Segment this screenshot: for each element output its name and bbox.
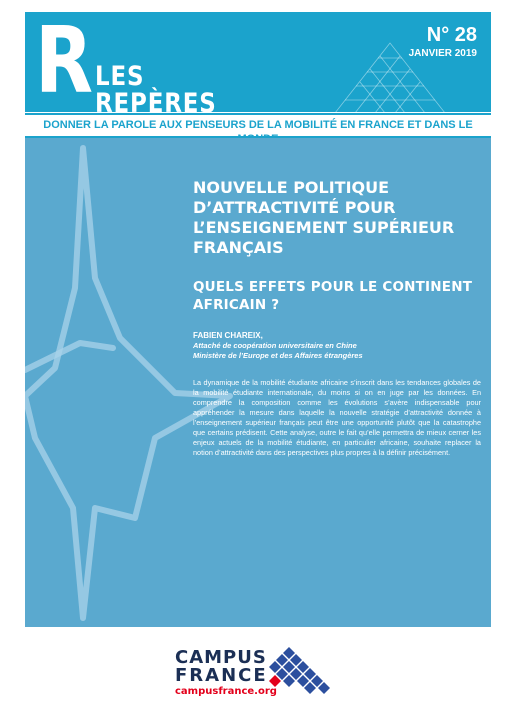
series-logo-line2: REPÈRES — [95, 88, 217, 112]
author-role-1: Attaché de coopération universitaire en Chine — [193, 341, 357, 350]
series-logo-line1: LES — [95, 61, 145, 92]
logo-url: campusfrance.org — [175, 686, 277, 697]
tagline: DONNER LA PAROLE AUX PENSEURS DE LA MOBILITÉ EN FRANCE ET DANS LE — [43, 119, 473, 131]
logo-text-line1: CAMPUS — [175, 647, 267, 668]
issue-date: JANVIER 2019 — [408, 48, 477, 59]
abstract-paragraph: La dynamique de la mobilité étudiante africaine s’inscrit dans les tendances globales de la mobilité étudiante internationale, du moins si on en juge par les données. En comprendre la composition comme les évolutions s’avère indispensable pour appréhender la mesure dans laquelle la nouvelle stratégie d’attractivité donnée à l’enseignement supérieur français peut être une opportunité plutôt que la catastrophe que certains prédisent. Cette analyse, outre le fait qu’elle permettra de mieux cerner les enjeux actuels de la mobilité étudiante, en particulier africaine, souhaite replacer la notion d’attractivité dans des perspectives plus propres à la définir précisément. — [193, 378, 481, 457]
series-logo-letter: R — [35, 12, 94, 112]
cover-panel — [25, 138, 491, 627]
campus-france-logo — [175, 645, 355, 705]
logo-diamond-icon — [267, 647, 337, 699]
document-subtitle: QUELS EFFETS POUR LE CONTINENT AFRICAIN ? — [193, 279, 473, 313]
header-banner — [25, 12, 491, 112]
document-title: NOUVELLE POLITIQUE D’ATTRACTIVITÉ POUR L’ENSEIGNEMENT SUPÉRIEUR FRANÇAIS — [193, 178, 455, 257]
author-role-2: Ministère de l’Europe et des Affaires étrangères — [193, 351, 363, 360]
author-name: FABIEN CHAREIX, — [193, 331, 263, 340]
issue-number: N° 28 — [426, 24, 477, 46]
logo-text-line2: FRANCE — [175, 665, 268, 686]
tagline-rule-top — [25, 113, 491, 115]
